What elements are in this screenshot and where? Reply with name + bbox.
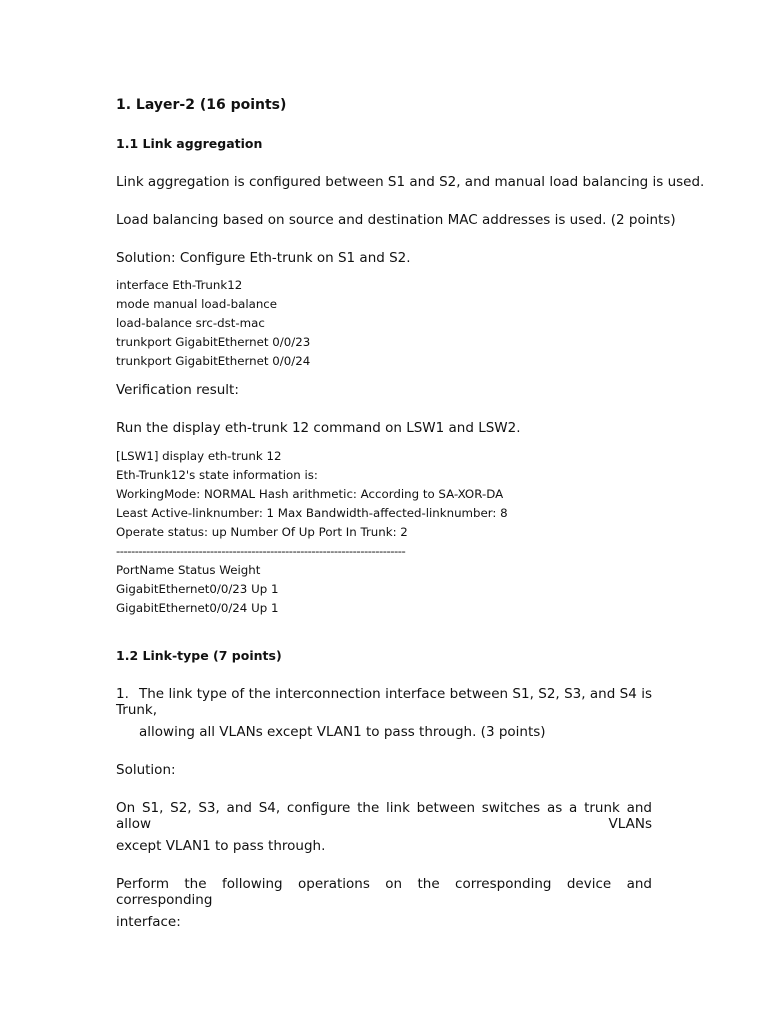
list-item-number: 1. — [116, 686, 129, 702]
paragraph-perform-operations: Perform the following operations on the corresponding device and corresponding — [116, 876, 652, 908]
config-line: interface Eth-Trunk12 — [116, 278, 243, 292]
output-line: Operate status: up Number Of Up Port In Trunk: 2 — [116, 525, 408, 539]
output-line: PortName Status Weight — [116, 563, 261, 577]
output-line: GigabitEthernet0/0/24 Up 1 — [116, 601, 279, 615]
config-line: mode manual load-balance — [116, 297, 278, 311]
paragraph-configure-trunk-cont: except VLAN1 to pass through. — [116, 838, 326, 854]
list-item-text: The link type of the interconnection interface between S1, S2, S3, and S4 is Trunk, — [116, 686, 652, 718]
config-line: trunkport GigabitEthernet 0/0/23 — [116, 335, 311, 349]
section-heading-layer2: 1. Layer-2 (16 points) — [116, 97, 287, 113]
paragraph-requirement: Load balancing based on source and destination MAC addresses is used. (2 points) — [116, 212, 676, 228]
output-line: [LSW1] display eth-trunk 12 — [116, 449, 282, 463]
paragraph-intro: Link aggregation is configured between S1 and S2, and manual load balancing is used. — [116, 174, 705, 190]
output-separator: ----------------------------------------------------------------------------- — [116, 544, 406, 558]
list-item-1-continuation: allowing all VLANs except VLAN1 to pass through. (3 points) — [139, 724, 546, 740]
output-line: Least Active-linknumber: 1 Max Bandwidth-affected-linknumber: 8 — [116, 506, 508, 520]
output-block — [116, 447, 508, 618]
list-item-1 — [116, 686, 652, 718]
output-line: Eth-Trunk12's state information is: — [116, 468, 318, 482]
subsection-heading-link-type: 1.2 Link-type (7 points) — [116, 648, 282, 663]
paragraph-solution-2: Solution: — [116, 762, 176, 778]
paragraph-configure-trunk: On S1, S2, S3, and S4, configure the link between switches as a trunk and allow VLANs — [116, 800, 652, 832]
paragraph-perform-operations-cont: interface: — [116, 914, 181, 930]
config-block — [116, 276, 310, 371]
output-line: WorkingMode: NORMAL Hash arithmetic: According to SA-XOR-DA — [116, 487, 504, 501]
paragraph-verification-label: Verification result: — [116, 382, 239, 398]
paragraph-verification-command: Run the display eth-trunk 12 command on LSW1 and LSW2. — [116, 420, 521, 436]
paragraph-solution: Solution: Configure Eth-trunk on S1 and S2. — [116, 250, 411, 266]
output-line: GigabitEthernet0/0/23 Up 1 — [116, 582, 279, 596]
subsection-heading-link-aggregation: 1.1 Link aggregation — [116, 136, 263, 151]
config-line: trunkport GigabitEthernet 0/0/24 — [116, 354, 311, 368]
config-line: load-balance src-dst-mac — [116, 316, 265, 330]
